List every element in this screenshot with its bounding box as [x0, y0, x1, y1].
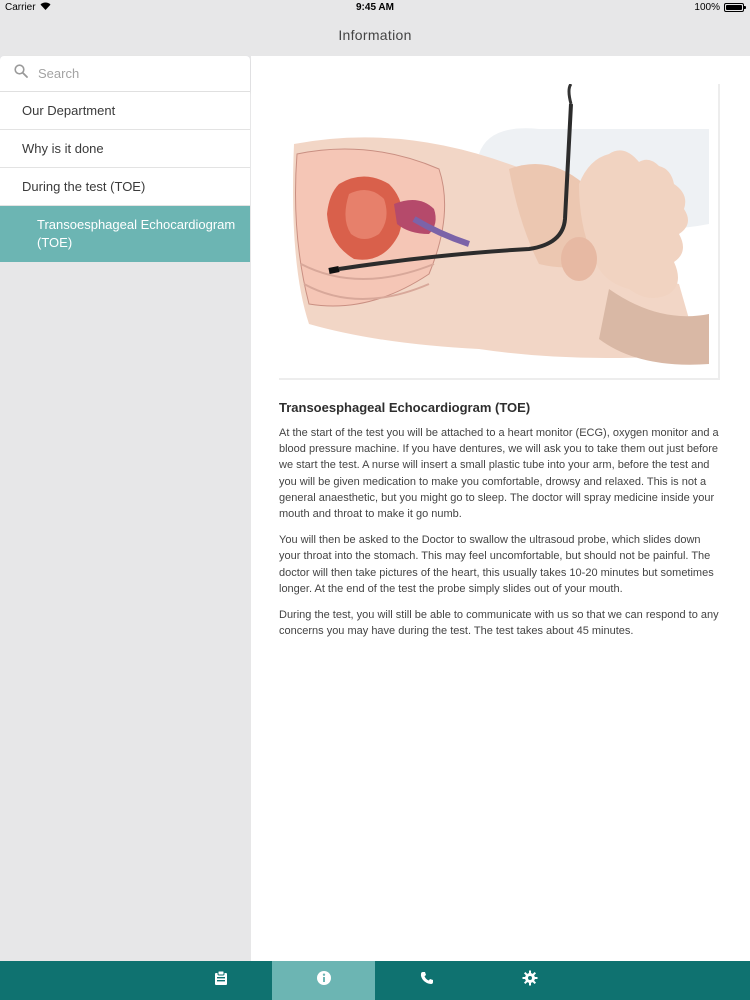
- sidebar: [0, 56, 250, 961]
- sidebar-item-our-department[interactable]: [0, 92, 250, 130]
- gear-icon: [522, 970, 538, 991]
- sidebar-item-during-the-test[interactable]: [0, 168, 250, 206]
- search-icon: [14, 64, 28, 83]
- sidebar-item-label: Our Department: [22, 103, 116, 118]
- tab-phone[interactable]: [375, 961, 478, 1000]
- info-icon: [316, 970, 332, 991]
- search-input[interactable]: [0, 56, 250, 92]
- toe-illustration: [279, 84, 720, 380]
- phone-icon: [420, 971, 434, 990]
- carrier-label: Carrier: [5, 2, 36, 13]
- sidebar-item-label: Transoesphageal Echocardiogram (TOE): [37, 217, 236, 250]
- battery-percent: 100%: [694, 2, 720, 13]
- article-paragraph: You will then be asked to the Doctor to swallow the ultrasoud probe, which slides down your throat into the stomach. This may feel uncomfortable, but should not be painful. The doctor will then take pictures of the heart, this usually takes 10-20 minutes but sometimes longer. At the end of the test the probe simply slides out of your mouth.: [279, 534, 714, 595]
- status-time: 9:45 AM: [356, 2, 394, 13]
- sidebar-item-label: Why is it done: [22, 141, 104, 156]
- battery-icon: [724, 3, 744, 12]
- sidebar-item-why-is-it-done[interactable]: [0, 130, 250, 168]
- status-right: [694, 2, 744, 13]
- article-panel: [251, 56, 750, 961]
- tab-clipboard[interactable]: [170, 961, 272, 1000]
- sidebar-item-label: During the test (TOE): [22, 179, 146, 194]
- status-bar: [0, 0, 750, 16]
- tab-bar: [0, 961, 750, 1000]
- nav-bar: [0, 16, 750, 56]
- article-paragraph: At the start of the test you will be attached to a heart monitor (ECG), oxygen monitor and a blood pressure machine. If you have dentures, we will ask you to take them out just before we start the test. A nurse will insert a small plastic tube into your arm, before the test and you will be given medication to make you comfortable, drowsy and relaxed. This is not a general anaesthetic, but you might go to sleep. The doctor will spray medicine inside your mouth and throat to make it go numb.: [279, 427, 719, 521]
- tab-info[interactable]: [272, 961, 375, 1000]
- sidebar-item-toe[interactable]: [0, 206, 250, 262]
- page-title: Information: [338, 27, 412, 43]
- search-placeholder: Search: [38, 66, 80, 81]
- article-paragraph: During the test, you will still be able to communicate with us so that we can respond to any concerns you may have during the test. The test takes about 45 minutes.: [279, 609, 719, 638]
- clipboard-icon: [213, 970, 229, 991]
- tab-settings[interactable]: [478, 961, 581, 1000]
- article-title: Transoesphageal Echocardiogram (TOE): [279, 400, 531, 415]
